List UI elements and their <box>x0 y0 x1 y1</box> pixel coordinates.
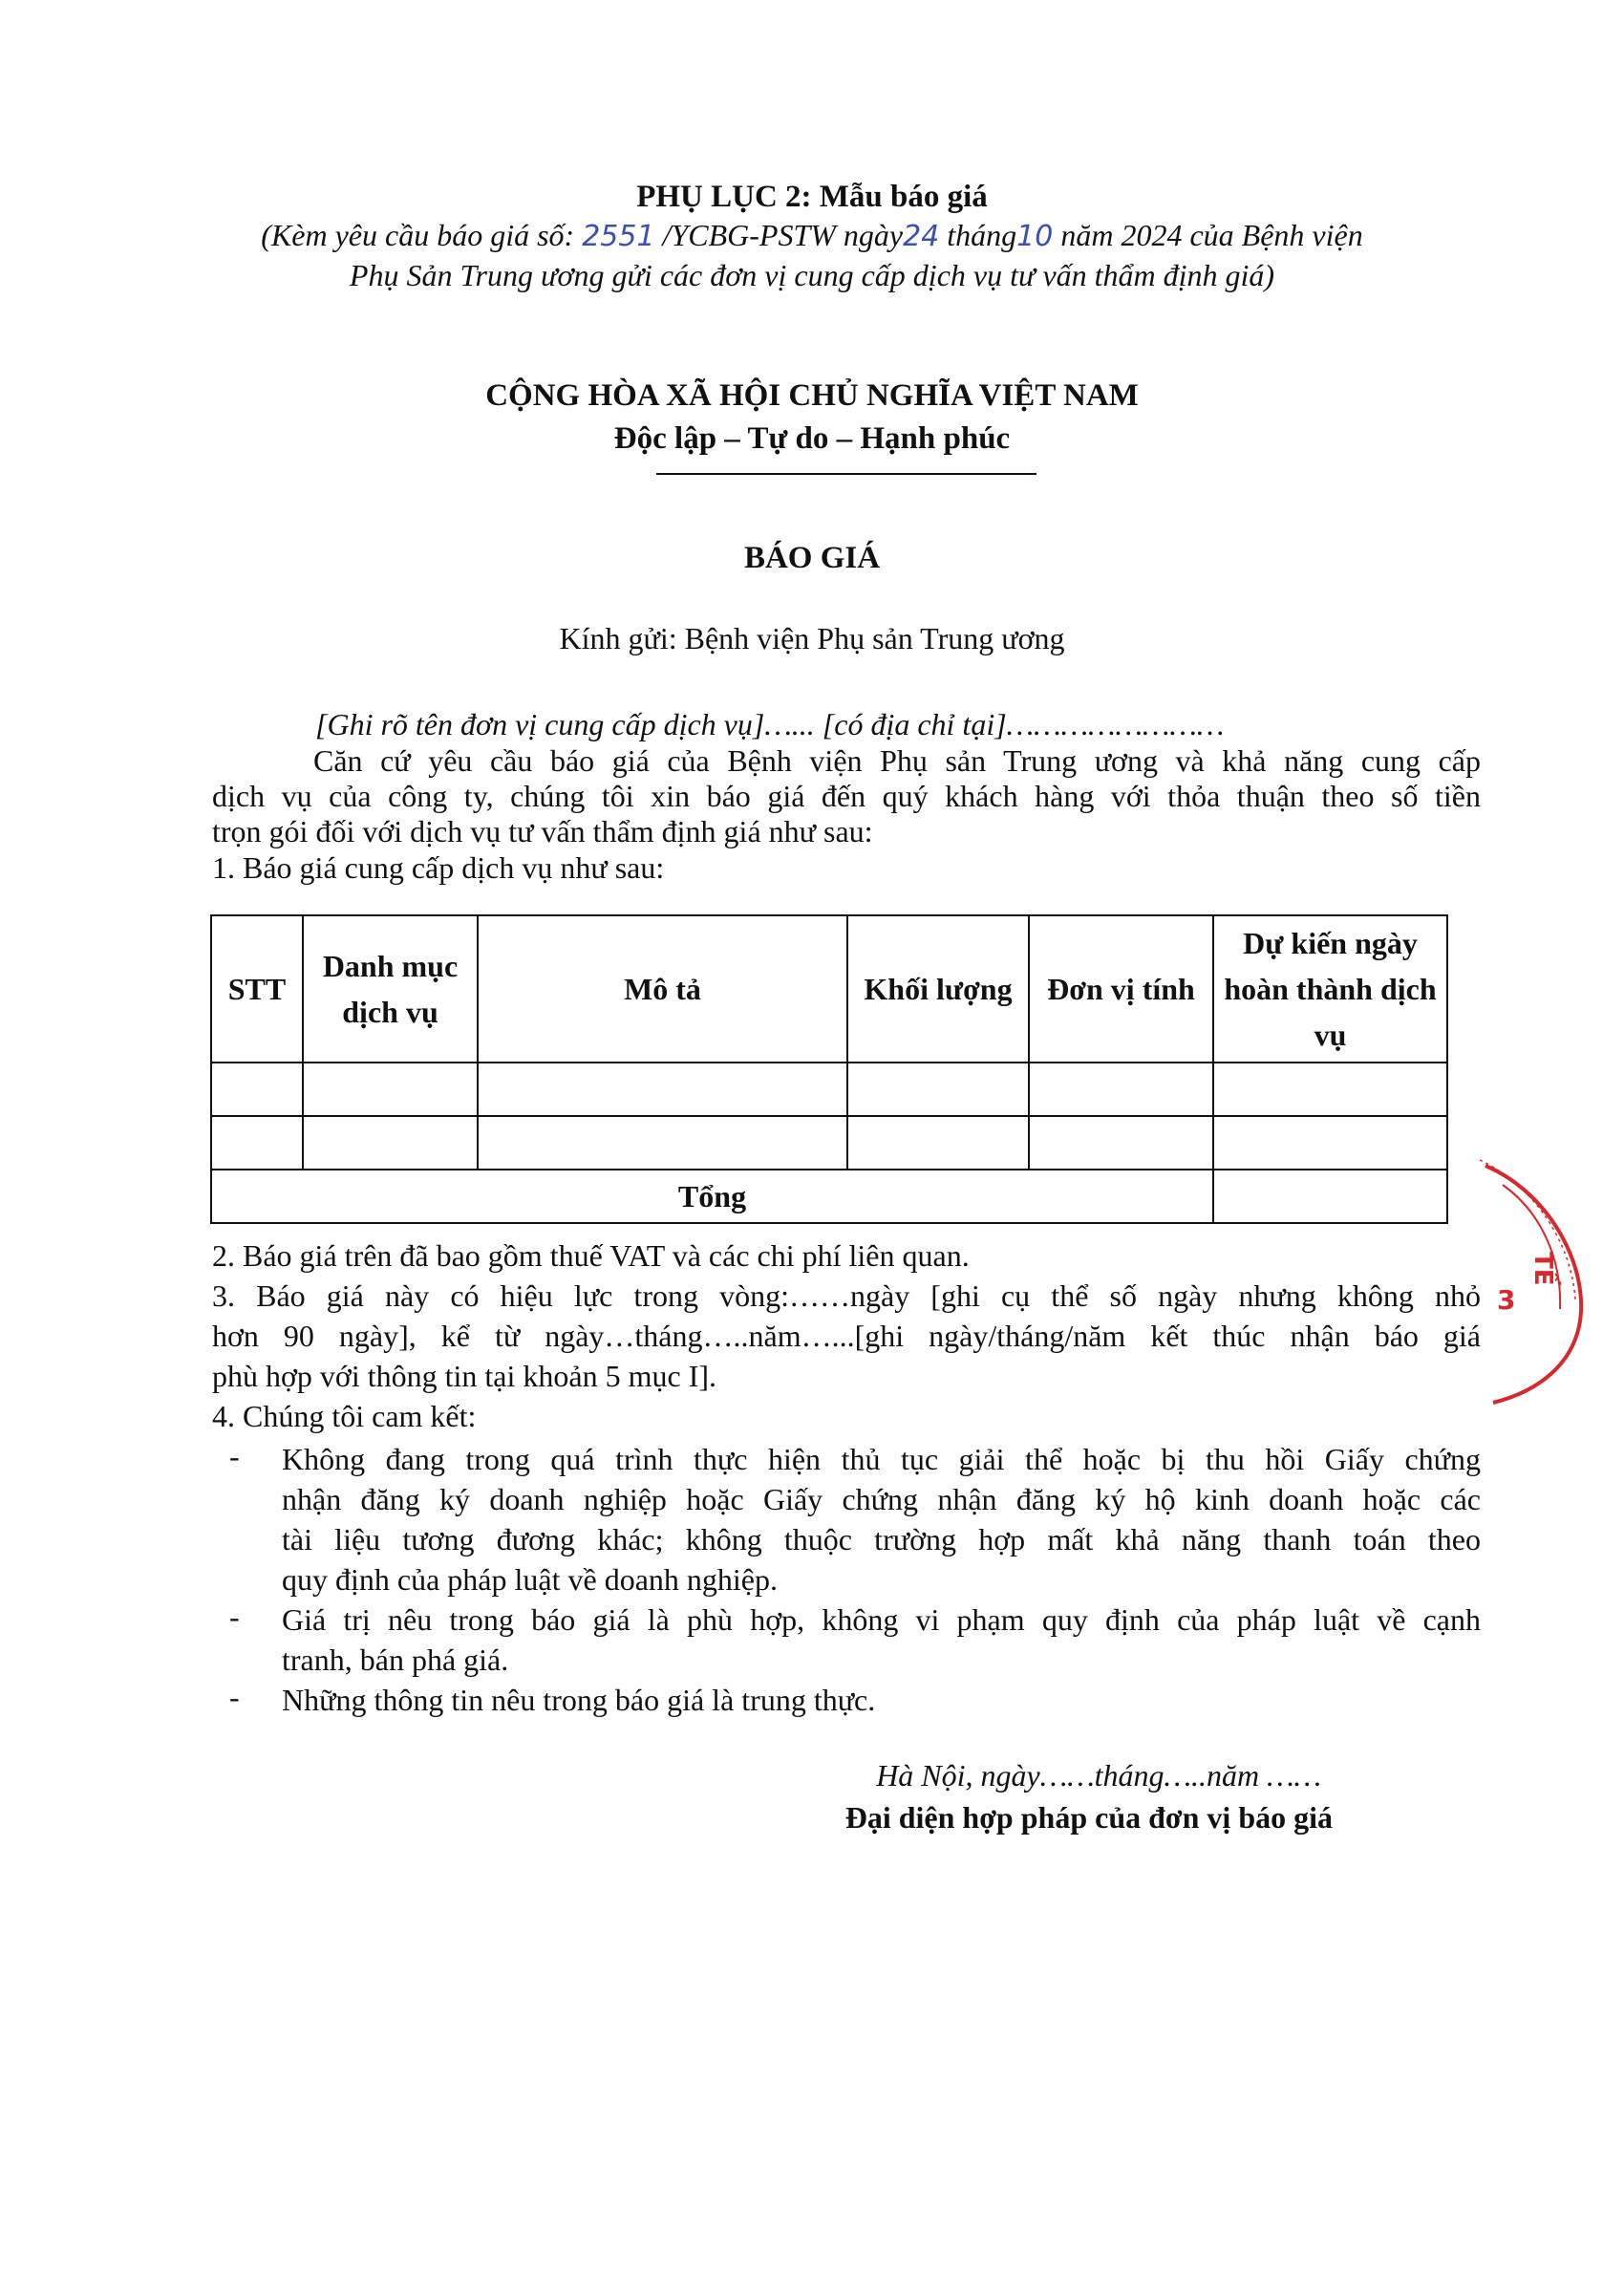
reference-line <box>0 218 1624 253</box>
bullet-line: tài liệu tương đương khác; không thuộc trường hợp mất khả năng thanh toán theo <box>282 1522 1481 1557</box>
column-header: Danh mục dịch vụ <box>303 915 478 1063</box>
country-name: CỘNG HÒA XÃ HỘI CHỦ NGHĨA VIỆT NAM <box>485 378 1139 413</box>
table-cell <box>478 1063 847 1116</box>
bullet-line: quy định của pháp luật về doanh nghiệp. <box>282 1562 778 1597</box>
table-cell <box>847 1116 1029 1170</box>
ref-day-handwritten: 24 <box>903 220 940 253</box>
quotation-table <box>210 914 1448 1224</box>
item-4-heading: 4. Chúng tôi cam kết: <box>212 1399 477 1433</box>
appendix-title: PHỤ LỤC 2: Mẫu báo giá <box>636 180 988 214</box>
column-header: STT <box>211 915 303 1063</box>
bullet-dash: - <box>229 1680 240 1714</box>
bullet-line: Giá trị nêu trong báo giá là phù hợp, không vi phạm quy định của pháp luật về cạnh <box>282 1602 1481 1637</box>
document-title: BÁO GIÁ <box>743 541 881 575</box>
table-cell <box>847 1063 1029 1116</box>
intro-paragraph-line: dịch vụ của công ty, chúng tôi xin báo giá đến quý khách hàng với thỏa thuận theo số tiền <box>212 779 1481 813</box>
ref-suffix: năm 2024 của Bệnh viện <box>1053 218 1363 252</box>
item-3-line: phù hợp với thông tin tại khoản 5 mục I]. <box>212 1359 716 1393</box>
column-header: Đơn vị tính <box>1029 915 1213 1063</box>
table-cell <box>478 1116 847 1170</box>
table-total-row <box>211 1170 1447 1223</box>
table-cell <box>1213 1063 1447 1116</box>
bullet-line: tranh, bán phá giá. <box>282 1643 509 1677</box>
table-cell <box>1029 1116 1213 1170</box>
ref-number-handwritten: 2551 <box>582 220 655 253</box>
red-seal-stamp <box>1476 1156 1619 1405</box>
item-3-line: 3. Báo giá này có hiệu lực trong vòng:……ngày [ghi cụ thể số ngày nhưng không nhỏ <box>212 1278 1481 1313</box>
table-cell <box>1213 1116 1447 1170</box>
table-cell <box>303 1116 478 1170</box>
ref-prefix: (Kèm yêu cầu báo giá số: <box>261 218 583 252</box>
column-header: Mô tả <box>478 915 847 1063</box>
signatory-title: Đại diện hợp pháp của đơn vị báo giá <box>844 1800 1333 1835</box>
table-cell <box>303 1063 478 1116</box>
table-header-row <box>211 915 1447 1063</box>
table-cell <box>211 1063 303 1116</box>
supplier-line: [Ghi rõ tên đơn vị cung cấp dịch vụ]…... [có địa chỉ tại]…………………… <box>315 707 1225 741</box>
item-1-heading: 1. Báo giá cung cấp dịch vụ như sau: <box>212 850 665 885</box>
recipient-line: Kính gửi: Bệnh viện Phụ sản Trung ương <box>559 621 1065 655</box>
bullet-dash: - <box>229 1439 240 1473</box>
table-row <box>211 1116 1447 1170</box>
table-row <box>211 1063 1447 1116</box>
ref-month-handwritten: 10 <box>1016 220 1054 253</box>
total-value-cell <box>1213 1170 1447 1223</box>
bullet-line: Những thông tin nêu trong báo giá là trung thực. <box>282 1683 876 1717</box>
bullet-line: nhận đăng ký doanh nghiệp hoặc Giấy chứng nhận đăng ký hộ kinh doanh hoặc các <box>282 1482 1481 1516</box>
bullet-line: Không đang trong quá trình thực hiện thủ tục giải thể hoặc bị thu hồi Giấy chứng <box>282 1442 1481 1476</box>
seal-digit: 3 <box>1497 1284 1516 1316</box>
ref-mid2: tháng <box>939 218 1017 252</box>
ref-mid1: /YCBG-PSTW ngày <box>654 218 904 252</box>
item-2-text: 2. Báo giá trên đã bao gồm thuế VAT và các chi phí liên quan. <box>212 1238 970 1273</box>
reference-line-2: Phụ Sản Trung ương gửi các đơn vị cung cấp dịch vụ tư vấn thẩm định giá) <box>349 258 1275 292</box>
column-header: Khối lượng <box>847 915 1029 1063</box>
table-cell <box>211 1116 303 1170</box>
motto-underline <box>656 473 1036 475</box>
table-cell <box>1029 1063 1213 1116</box>
intro-paragraph-line: trọn gói đối với dịch vụ tư vấn thẩm định giá như sau: <box>212 814 873 848</box>
intro-paragraph-line: Căn cứ yêu cầu báo giá của Bệnh viện Phụ sản Trung ương và khả năng cung cấp <box>313 743 1481 778</box>
seal-text: TẾ <box>1528 1252 1557 1286</box>
bullet-dash: - <box>229 1600 240 1634</box>
national-motto: Độc lập – Tự do – Hạnh phúc <box>613 421 1011 456</box>
place-date-line: Hà Nội, ngày……tháng…..năm …… <box>876 1758 1321 1793</box>
column-header: Dự kiến ngày hoàn thành dịch vụ <box>1213 915 1447 1063</box>
item-3-line: hơn 90 ngày], kể từ ngày…tháng…..năm…...[ghi ngày/tháng/năm kết thúc nhận báo giá <box>212 1319 1481 1353</box>
total-label: Tổng <box>211 1170 1213 1223</box>
